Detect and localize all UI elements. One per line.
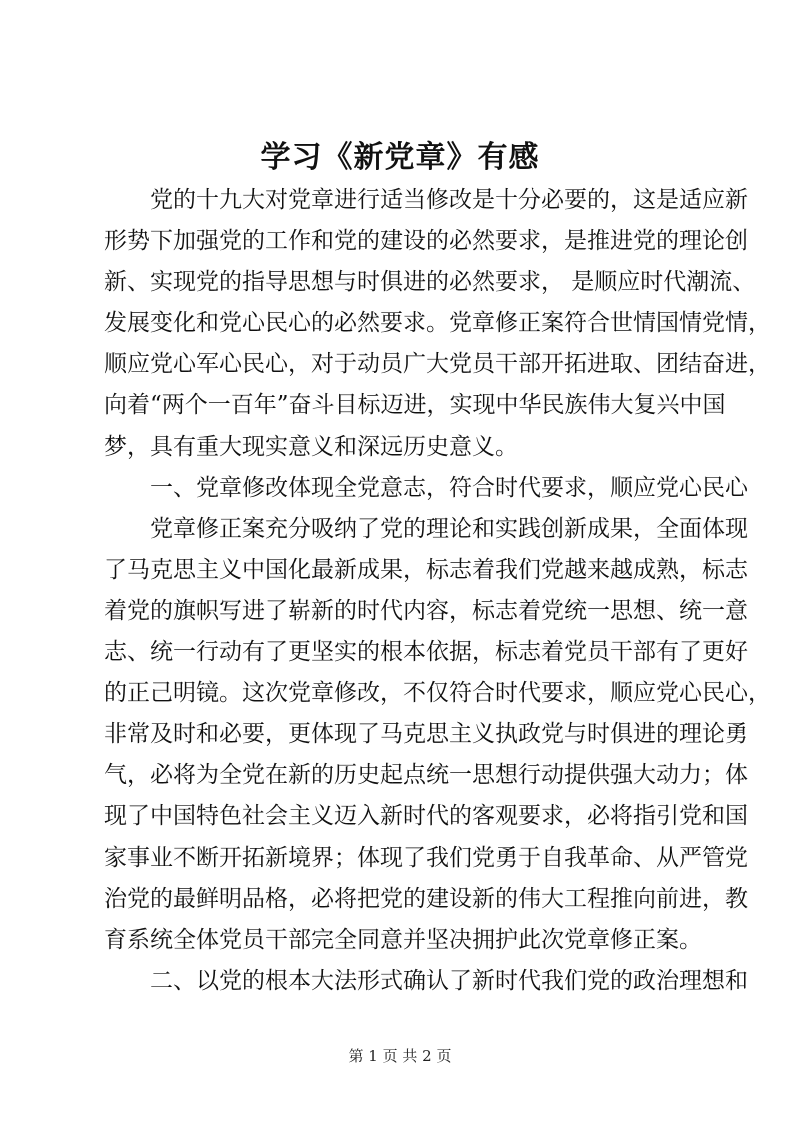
text-line: 党章修正案充分吸纳了党的理论和实践创新成果，全面体现: [150, 515, 748, 542]
text-line: 的正己明镜。这次党章修改，不仅符合时代要求，顺应党心民心，: [104, 680, 771, 707]
text-line: 梦，具有重大现实意义和深远历史意义。: [104, 433, 518, 460]
text-line: 了马克思主义中国化最新成果，标志着我们党越来越成熟，标志: [104, 556, 748, 583]
text-line: 家事业不断开拓新境界；体现了我们党勇于自我革命、从严管党: [104, 844, 748, 871]
text-line: 新、实现党的指导思想与时俱进的必然要求， 是顺应时代潮流、: [104, 269, 756, 296]
text-line: 发展变化和党心民心的必然要求。党章修正案符合世情国情党情，: [104, 310, 771, 337]
text-line: 顺应党心军心民心，对于动员广大党员干部开拓进取、团结奋进，: [104, 351, 771, 378]
text-line: 志、统一行动有了更坚实的根本依据，标志着党员干部有了更好: [104, 639, 748, 666]
text-line: 非常及时和必要，更体现了马克思主义执政党与时俱进的理论勇: [104, 721, 748, 748]
text-line: 一、党章修改体现全党意志，符合时代要求，顺应党心民心: [150, 474, 748, 501]
text-line: 党的十九大对党章进行适当修改是十分必要的，这是适应新: [150, 187, 748, 213]
text-line: 治党的最鲜明品格，必将把党的建设新的伟大工程推向前进，教: [104, 885, 748, 912]
text-line: 向着“两个一百年”奋斗目标迈进，实现中华民族伟大复兴中国: [104, 392, 726, 419]
document-title: 学习《新党章》有感: [260, 140, 540, 175]
text-line: 二、以党的根本大法形式确认了新时代我们党的政治理想和: [150, 967, 748, 994]
text-line: 形势下加强党的工作和党的建设的必然要求，是推进党的理论创: [104, 228, 748, 255]
text-line: 气，必将为全党在新的历史起点统一思想行动提供强大动力；体: [104, 762, 748, 789]
page-footer: 第 1 页 共 2 页: [348, 1047, 452, 1065]
text-line: 着党的旗帜写进了崭新的时代内容，标志着党统一思想、统一意: [104, 597, 748, 624]
text-line: 育系统全体党员干部完全同意并坚决拥护此次党章修正案。: [104, 926, 702, 953]
document-body: [104, 180, 771, 1002]
text-line: 现了中国特色社会主义迈入新时代的客观要求，必将指引党和国: [104, 803, 748, 830]
